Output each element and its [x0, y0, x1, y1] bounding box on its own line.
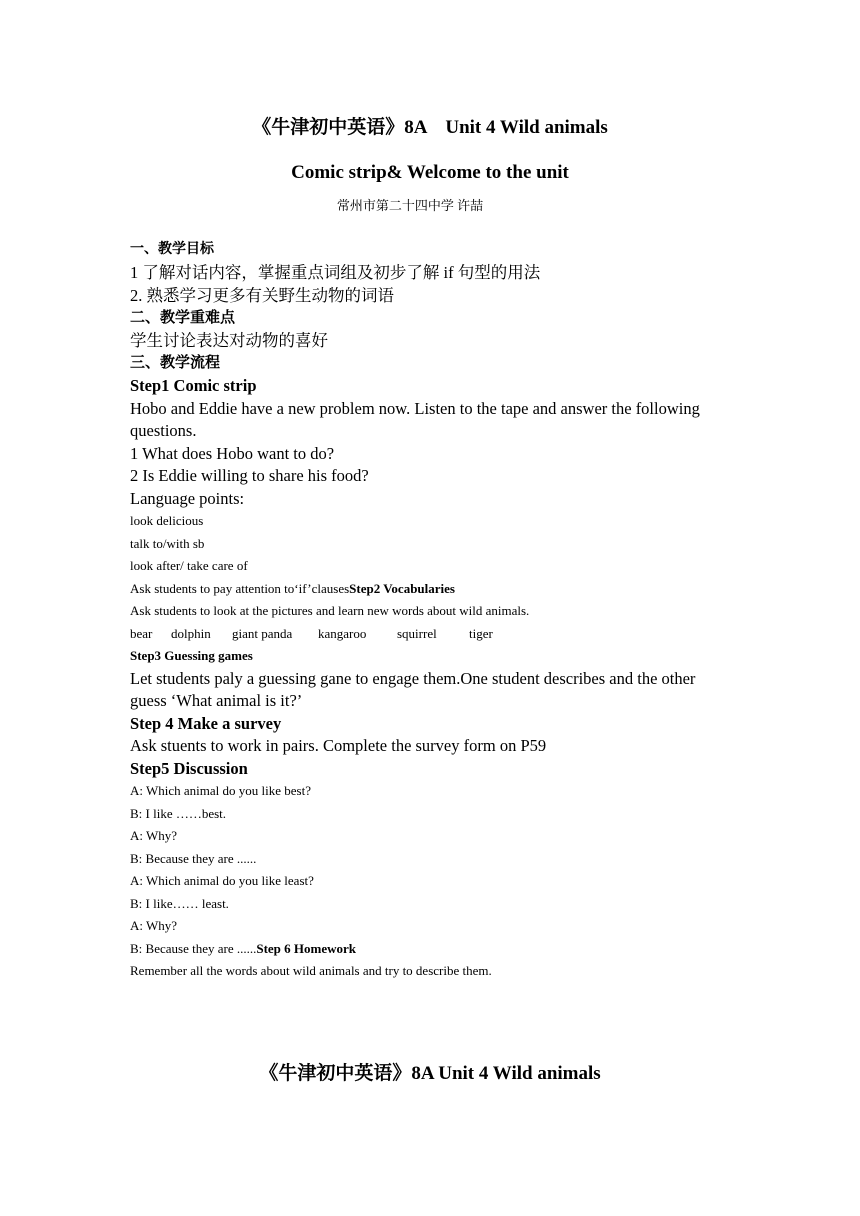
dialog-line-3: A: Why?	[130, 828, 178, 843]
word-squirrel: squirrel	[397, 626, 437, 641]
dialog-line-2: B: I like ……best.	[130, 806, 227, 821]
step2-text: Ask students to look at the pictures and learn new words about wild animals.	[130, 603, 530, 618]
dialog-line-4: B: Because they are ......	[130, 851, 257, 866]
language-point-2: talk to/with sb	[130, 536, 205, 551]
section2-text: 学生讨论表达对动物的喜好	[130, 331, 328, 350]
word-bear: bear	[130, 626, 153, 641]
word-tiger: tiger	[469, 626, 493, 641]
step3-line2: guess ‘What animal is it?’	[130, 691, 303, 710]
step6-text: Remember all the words about wild animals and try to describe them.	[130, 963, 492, 978]
step1-question-1: 1 What does Hobo want to do?	[130, 444, 335, 463]
dialog-line-5: A: Which animal do you like least?	[130, 873, 314, 888]
step3-line1: Let students paly a guessing gane to engage them.One student describes and the other	[130, 669, 696, 688]
dialog-line-1: A: Which animal do you like best?	[130, 783, 311, 798]
attention-text: Ask students to pay attention to‘if’clauses	[130, 581, 350, 596]
step2-heading: Step2 Vocabularies	[349, 581, 455, 596]
step5-heading: Step5 Discussion	[130, 759, 248, 778]
section3-heading: 三、教学流程	[130, 355, 221, 371]
step4-text: Ask stuents to work in pairs. Complete the survey form on P59	[130, 736, 547, 755]
attention-line	[130, 579, 740, 599]
language-point-1: look delicious	[130, 513, 204, 528]
objective-2: 2. 熟悉学习更多有关野生动物的词语	[130, 286, 394, 305]
language-point-3: look after/ take care of	[130, 558, 248, 573]
vocabulary-words	[130, 624, 740, 644]
step1-intro-line2: questions.	[130, 421, 197, 440]
word-kangaroo: kangaroo	[318, 626, 367, 641]
word-giant-panda: giant panda	[232, 626, 293, 641]
footer-title: 《牛津初中英语》8A Unit 4 Wild animals	[259, 1063, 601, 1084]
step1-heading: Step1 Comic strip	[130, 376, 257, 395]
step1-intro-line1: Hobo and Eddie have a new problem now. Listen to the tape and answer the following	[130, 399, 700, 418]
section1-heading: 一、教学目标	[130, 242, 214, 257]
document-subtitle: Comic strip& Welcome to the unit	[291, 162, 569, 183]
dialog-line-8: B: Because they are ......	[130, 941, 257, 956]
step1-question-2: 2 Is Eddie willing to share his food?	[130, 466, 369, 485]
step4-heading: Step 4 Make a survey	[130, 714, 282, 733]
document-author: 常州市第二十四中学 许喆	[336, 198, 484, 213]
language-points-label: Language points:	[130, 489, 245, 508]
step3-heading: Step3 Guessing games	[130, 648, 253, 663]
dialog-line-8-row	[130, 939, 740, 959]
step6-heading: Step 6 Homework	[256, 941, 357, 956]
document-title: 《牛津初中英语》8A Unit 4 Wild animals	[252, 117, 608, 138]
section2-heading: 二、教学重难点	[130, 310, 236, 326]
dialog-line-7: A: Why?	[130, 918, 178, 933]
dialog-line-6: B: I like…… least.	[130, 896, 229, 911]
word-dolphin: dolphin	[171, 626, 211, 641]
objective-1: 1 了解对话内容，掌握重点词组及初步了解 if 句型的用法	[130, 263, 541, 282]
